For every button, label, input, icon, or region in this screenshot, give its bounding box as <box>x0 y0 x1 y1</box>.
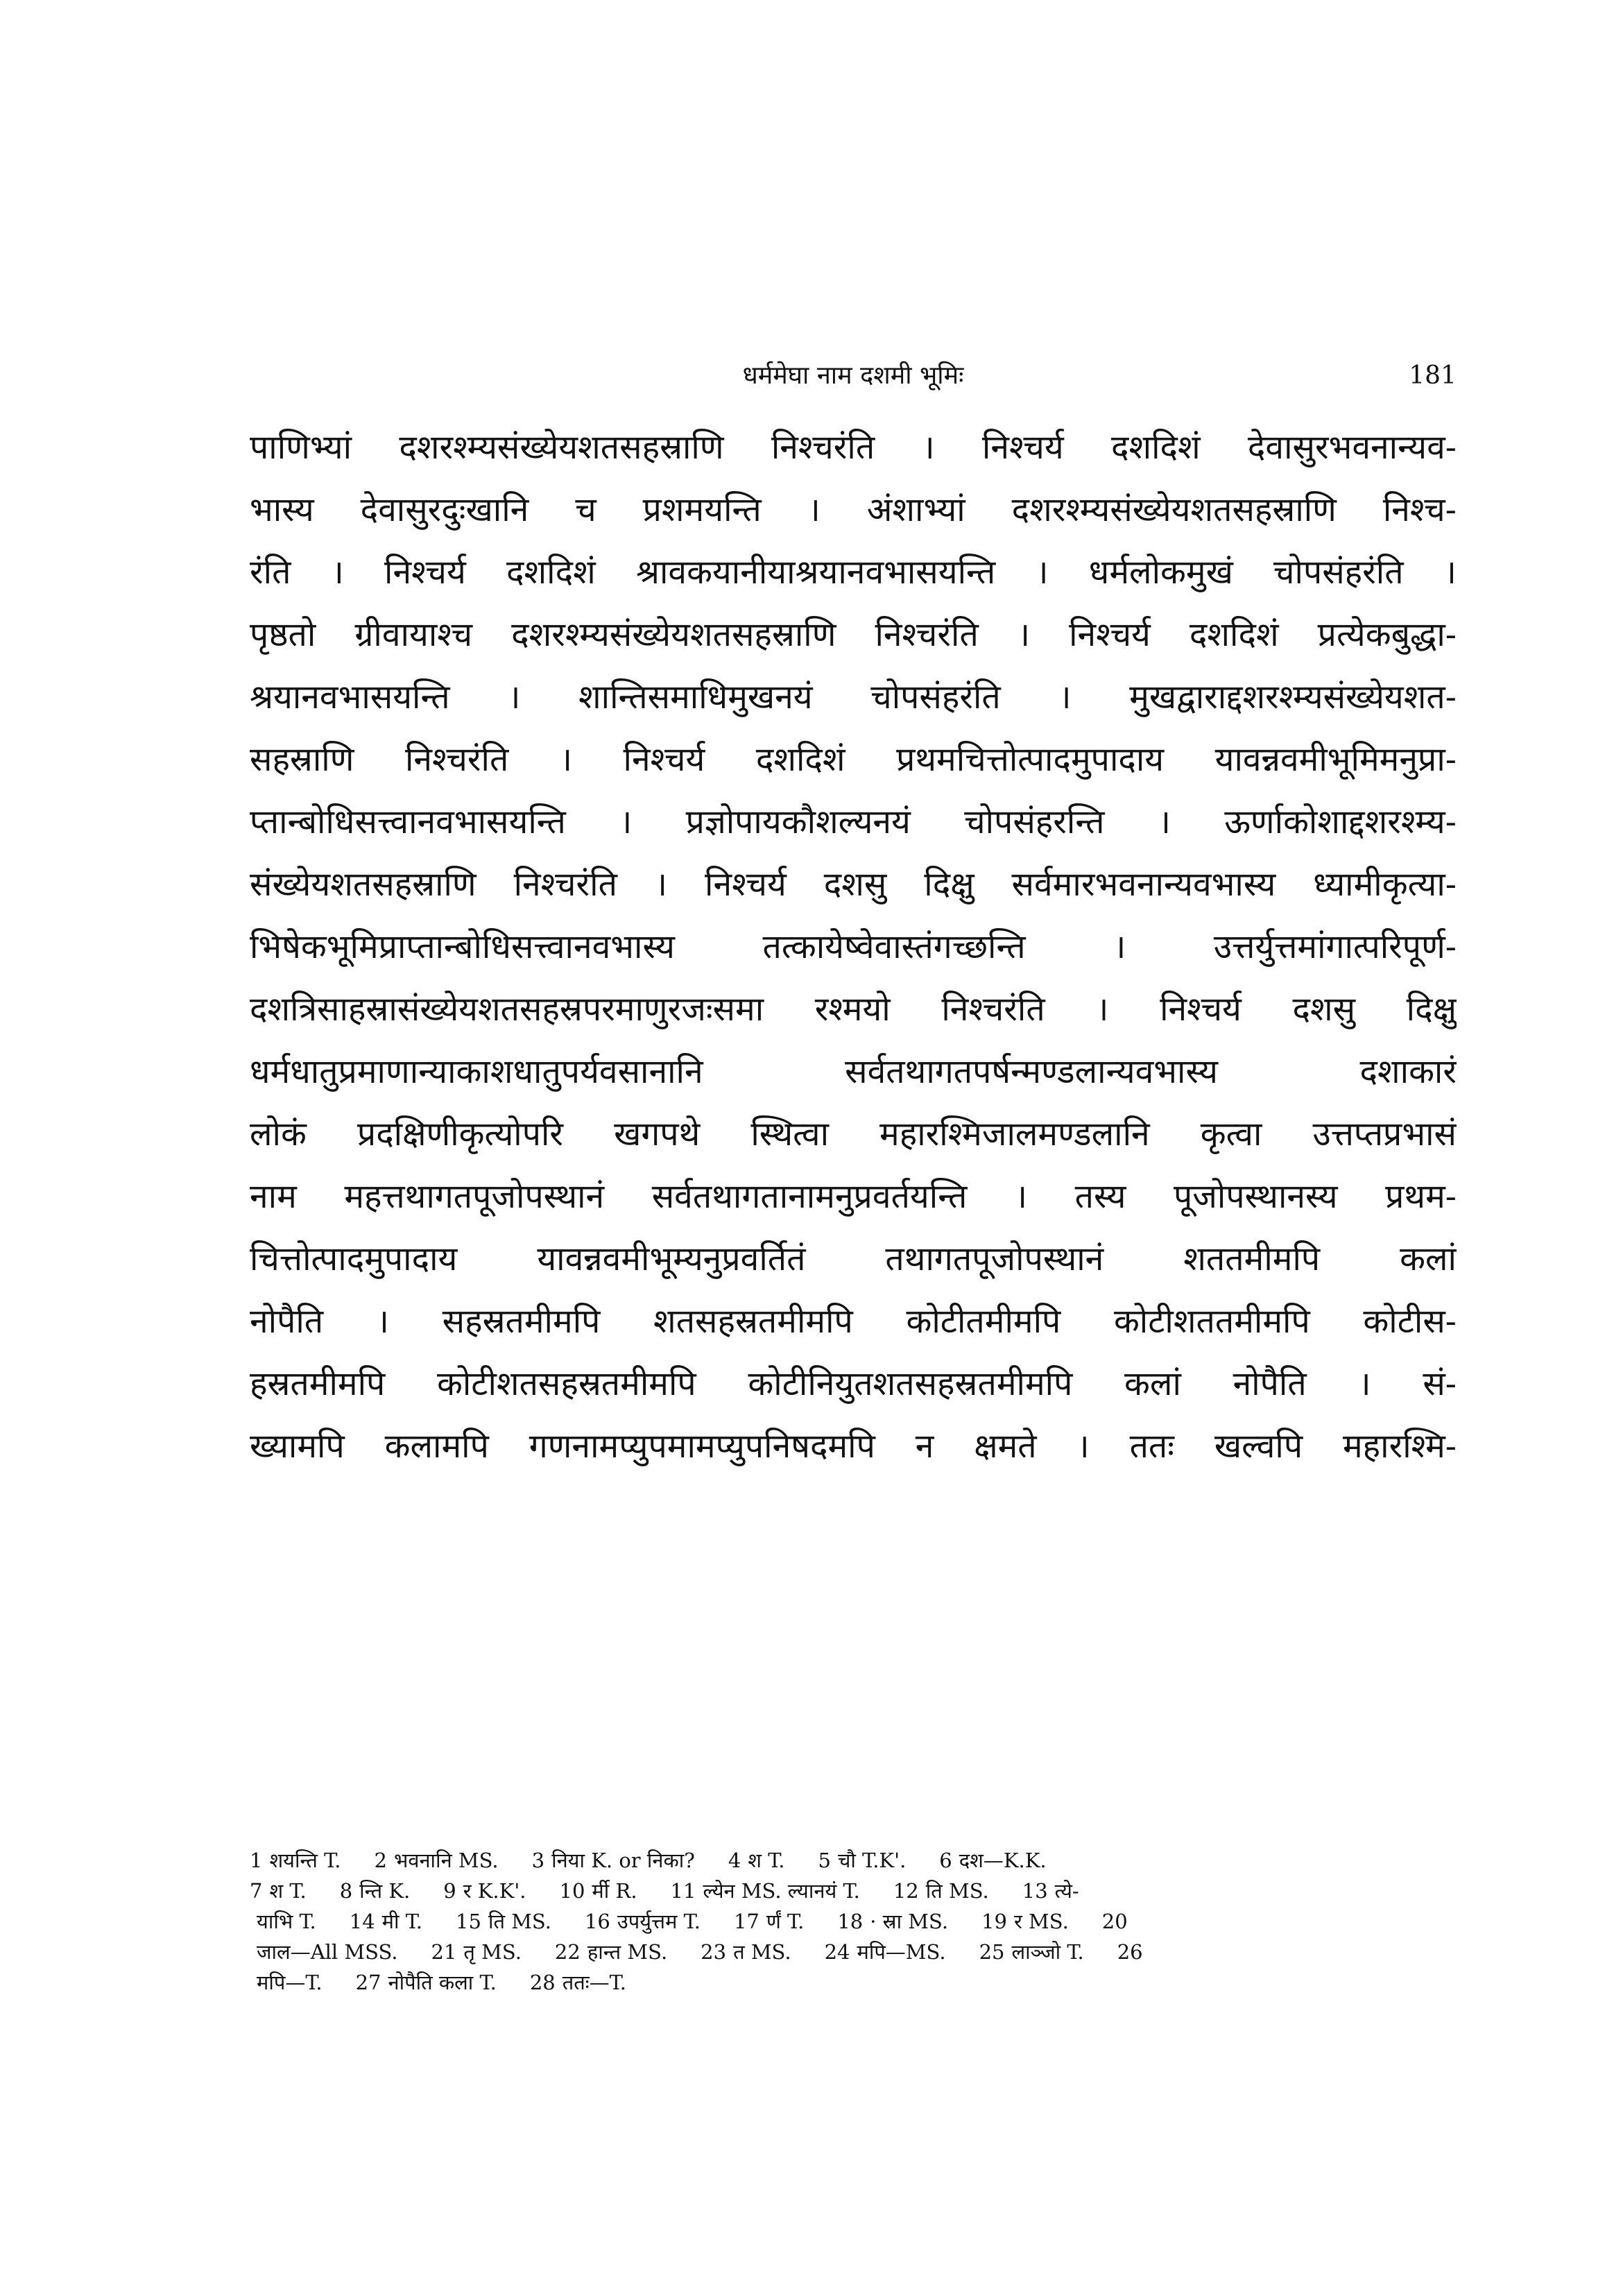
footnote <box>356 1967 497 1998</box>
footnote <box>939 1845 1046 1876</box>
footnote <box>350 1906 422 1937</box>
footnote-line <box>250 1967 1457 1998</box>
footnote-text: ति MS. <box>925 1879 989 1903</box>
footnote-text: मपि—T. <box>257 1971 323 1994</box>
footnote-text: न्ति K. <box>359 1879 411 1903</box>
footnote <box>443 1876 526 1906</box>
footnote-number: 15 <box>456 1910 481 1933</box>
footnote-number: 21 <box>431 1940 457 1964</box>
footnote-text: तृ MS. <box>463 1940 522 1964</box>
text-line: श्रयानवभासयन्ति । शान्तिसमाधिमुखनयं चोपसंहरंति । मुखद्वाराद्दशरश्म्यसंख्येयशत- <box>250 678 1457 717</box>
footnote <box>1022 1876 1079 1906</box>
footnote-text: ततः—T. <box>562 1971 626 1994</box>
footnote-number: 4 <box>728 1849 741 1872</box>
footnote <box>1117 1937 1150 1967</box>
footnote-number: 25 <box>979 1940 1005 1964</box>
text-line: भिषेकभूमिप्राप्तान्बोधिसत्त्वानवभास्य तत्कायेष्वेवास्तंगच्छन्ति । उत्तर्युत्तमांगात्परिपूर्ण- <box>250 927 1457 966</box>
footnote-text: र MS. <box>1013 1910 1069 1933</box>
footnote <box>456 1906 551 1937</box>
footnote-text: दश—K.K. <box>959 1849 1047 1872</box>
footnote <box>728 1845 785 1876</box>
footnote-number: 20 <box>1101 1910 1128 1933</box>
text-line: दशत्रिसाहस्रासंख्येयशतसहस्रपरमाणुरजःसमा रश्मयो निश्चरंति । निश्चर्य दशसु दिक्षु <box>250 990 1457 1029</box>
footnote <box>825 1937 946 1967</box>
footnote-number: 22 <box>554 1940 581 1964</box>
footnote-text: मी T. <box>381 1910 423 1933</box>
body-text <box>250 416 1457 1477</box>
page-number: 181 <box>1409 361 1457 390</box>
footnote <box>374 1845 498 1876</box>
footnote <box>431 1937 522 1967</box>
footnote-number: 5 <box>818 1849 831 1872</box>
footnote <box>530 1967 626 1998</box>
text-line: संख्येयशतसहस्राणि निश्चरंति । निश्चर्य दशसु दिक्षु सर्वमारभवनान्यवभास्य ध्यामीकृत्या- <box>250 865 1457 904</box>
text-line: लोकं प्रदक्षिणीकृत्योपरि खगपथे स्थित्वा महारश्मिजालमण्डलानि कृत्वा उत्तप्तप्रभासं <box>250 1115 1457 1154</box>
footnote-text: ल्येन MS. ल्यानयं T. <box>703 1879 860 1903</box>
footnote-number: 3 <box>531 1849 545 1872</box>
footnote-line <box>250 1845 1457 1876</box>
footnote-text: उपर्युत्तम T. <box>617 1910 701 1933</box>
text-line: प्तान्बोधिसत्त्वानवभासयन्ति । प्रज्ञोपायकौशल्यनयं चोपसंहरन्ति । ऊर्णाकोशाद्दशरश्म्य- <box>250 803 1457 841</box>
footnote-line <box>250 1906 1457 1937</box>
footnote <box>837 1906 948 1937</box>
footnote-line <box>250 1937 1457 1967</box>
footnote-text: जाल—All MSS. <box>257 1940 398 1964</box>
footnote <box>250 1937 398 1967</box>
footnote <box>585 1906 701 1937</box>
page-title: धर्ममेघा नाम दशमी भूमिः <box>742 361 964 390</box>
footnote-number: 26 <box>1117 1940 1143 1964</box>
footnote <box>555 1937 667 1967</box>
footnote-text: चौ T.K'. <box>837 1849 907 1872</box>
footnote-number: 10 <box>559 1879 585 1903</box>
text-line: हस्रतमीमपि कोटीशतसहस्रतमीमपि कोटीनियुतशतसहस्रतमीमपि कलां नोपैति । सं- <box>250 1364 1457 1403</box>
footnote-number: 11 <box>670 1879 696 1903</box>
footnote-line <box>250 1876 1457 1906</box>
text-line: सहस्राणि निश्चरंति । निश्चर्य दशदिशं प्रथमचित्तोत्पादमुपादाय यावन्नवमीभूमिमनुप्रा- <box>250 740 1457 779</box>
footnote-text: श T. <box>269 1879 307 1903</box>
footnote-text: र्मी R. <box>592 1879 637 1903</box>
footnote-text: त्ये- <box>1054 1879 1079 1903</box>
footnote-text: · स्रा MS. <box>870 1910 949 1933</box>
footnote-number: 28 <box>529 1971 556 1994</box>
footnote <box>671 1876 860 1906</box>
footnote-number: 13 <box>1022 1879 1048 1903</box>
footnote <box>250 1906 316 1937</box>
footnote-text: मपि—MS. <box>857 1940 946 1964</box>
footnote-number: 9 <box>443 1879 456 1903</box>
footnote <box>250 1845 341 1876</box>
text-line: नाम महत्तथागतपूजोपस्थानं सर्वतथागतानामनुप्रवर्तयन्ति । तस्य पूजोपस्थानस्य प्रथम- <box>250 1177 1457 1216</box>
text-line: ख्यामपि कलामपि गणनामप्युपमामप्युपनिषदमपि न क्षमते । ततः खल्वपि महारश्मि- <box>250 1427 1457 1466</box>
footnote-text: र्णं T. <box>766 1910 805 1933</box>
footnotes <box>250 1845 1457 1998</box>
footnote-number: 19 <box>981 1910 1007 1933</box>
text-line: रंति । निश्चर्य दशदिशं श्रावकयानीयाश्रयानवभासयन्ति । धर्मलोकमुखं चोपसंहरंति । <box>250 553 1457 592</box>
footnote-text: हान्त MS. <box>587 1940 668 1964</box>
footnote-number: 17 <box>733 1910 759 1933</box>
footnote-number: 1 <box>250 1849 263 1872</box>
footnote-text: श T. <box>748 1849 785 1872</box>
footnote-number: 8 <box>339 1879 353 1903</box>
footnote-number: 24 <box>824 1940 850 1964</box>
footnote-number: 2 <box>374 1849 387 1872</box>
footnote <box>340 1876 411 1906</box>
footnote-number: 6 <box>939 1849 952 1872</box>
footnote <box>250 1967 323 1998</box>
footnote-text: शयन्ति T. <box>269 1849 341 1872</box>
footnote <box>250 1876 307 1906</box>
footnote-number: 16 <box>584 1910 610 1933</box>
footnote-number: 12 <box>893 1879 919 1903</box>
footnote <box>532 1845 695 1876</box>
footnote-number: 18 <box>837 1910 864 1933</box>
footnote <box>893 1876 989 1906</box>
footnote-number: 7 <box>250 1879 263 1903</box>
text-line: पाणिभ्यां दशरश्म्यसंख्येयशतसहस्राणि निश्चरंति । निश्चर्य दशदिशं देवासुरभवनान्यव- <box>250 428 1457 467</box>
footnote-text: निया K. or निका? <box>551 1849 695 1872</box>
text-line: पृष्ठतो ग्रीवायाश्च दशरश्म्यसंख्येयशतसहस्राणि निश्चरंति । निश्चर्य दशदिशं प्रत्येकबुद्धा- <box>250 615 1457 654</box>
footnote <box>701 1937 791 1967</box>
text-line: भास्य देवासुरदुःखानि च प्रशमयन्ति । अंशाभ्यां दशरश्म्यसंख्येयशतसहस्राणि निश्च- <box>250 490 1457 529</box>
footnote-text: याभि T. <box>257 1910 316 1933</box>
footnote-text: र K.K'. <box>463 1879 526 1903</box>
footnote <box>818 1845 907 1876</box>
footnote <box>1102 1906 1135 1937</box>
footnote <box>734 1906 804 1937</box>
text-line: चित्तोत्पादमुपादाय यावन्नवमीभूम्यनुप्रवर्तितं तथागतपूजोपस्थानं शततमीमपि कलां <box>250 1240 1457 1278</box>
running-head <box>250 355 1457 397</box>
footnote-text: ति MS. <box>488 1910 551 1933</box>
footnote <box>560 1876 637 1906</box>
footnote-text: लाञ्जो T. <box>1011 1940 1084 1964</box>
footnote-text: नोपैति कला T. <box>388 1971 497 1994</box>
text-line: नोपैति । सहस्रतमीमपि शतसहस्रतमीमपि कोटीतमीमपि कोटीशततमीमपि कोटीस- <box>250 1302 1457 1341</box>
footnote-text: भवनानि MS. <box>393 1849 499 1872</box>
footnote-number: 27 <box>355 1971 381 1994</box>
footnote-text: त MS. <box>733 1940 791 1964</box>
footnote <box>979 1937 1084 1967</box>
footnote <box>981 1906 1069 1937</box>
footnote-number: 23 <box>701 1940 727 1964</box>
footnote-number: 14 <box>349 1910 375 1933</box>
text-line: धर्मधातुप्रमाणान्याकाशधातुपर्यवसानानि सर्वतथागतपर्षन्मण्डलान्यवभास्य दशाकारं <box>250 1052 1457 1091</box>
